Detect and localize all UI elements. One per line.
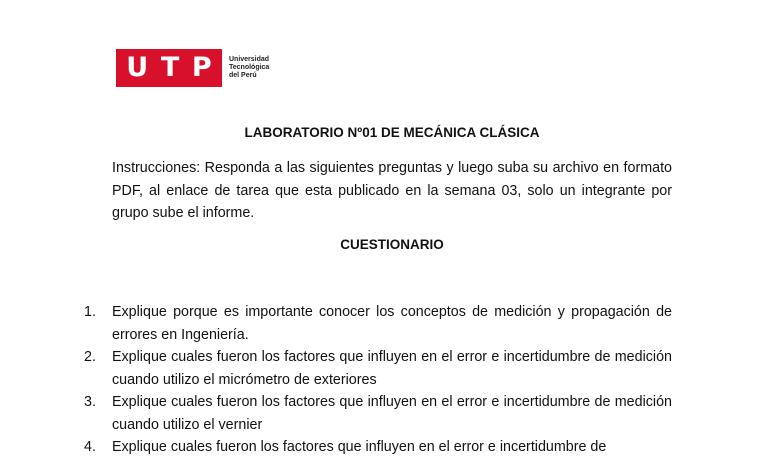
question-number: 1. [84,304,96,320]
utp-logo [116,49,269,87]
question-number: 4. [84,439,96,455]
question-text: Explique cuales fueron los factores que influyen en el error e incertidumbre de medición cuando utilizo el vernier [112,394,672,433]
document-title: LABORATORIO Nº01 DE MECÁNICA CLÁSICA [244,125,540,140]
question-number: 3. [84,394,96,410]
logo-letter-p: P [191,52,212,83]
instructions-paragraph: Instrucciones: Responda a las siguientes preguntas y luego suba su archivo en formato PDF, al enlace de tarea que esta publicado en la semana 03, solo un integrante por grupo sube el informe. [112,160,672,221]
section-title: CUESTIONARIO [340,237,444,252]
list-item [84,391,672,436]
logo-text-line: Tecnológica [229,64,270,71]
logo-mark [116,49,222,87]
question-text: Explique cuales fueron los factores que influyen en el error e incertidumbre de [112,439,607,455]
logo-letter-t: T [160,52,180,83]
list-item [84,346,672,391]
logo-text-line: del Perú [229,72,257,79]
question-number: 2. [84,349,96,365]
question-text: Explique porque es importante conocer los conceptos de medición y propagación de errores en Ingeniería. [112,304,672,343]
question-text: Explique cuales fueron los factores que influyen en el error e incertidumbre de medición cuando utilizo el micrómetro de exteriores [112,349,672,388]
logo-letter-u: U [126,52,149,83]
question-list [84,301,672,459]
list-item [84,436,672,459]
logo-text-line: Universidad [229,56,270,63]
list-item [84,301,672,346]
logo-wordmark [229,56,269,80]
